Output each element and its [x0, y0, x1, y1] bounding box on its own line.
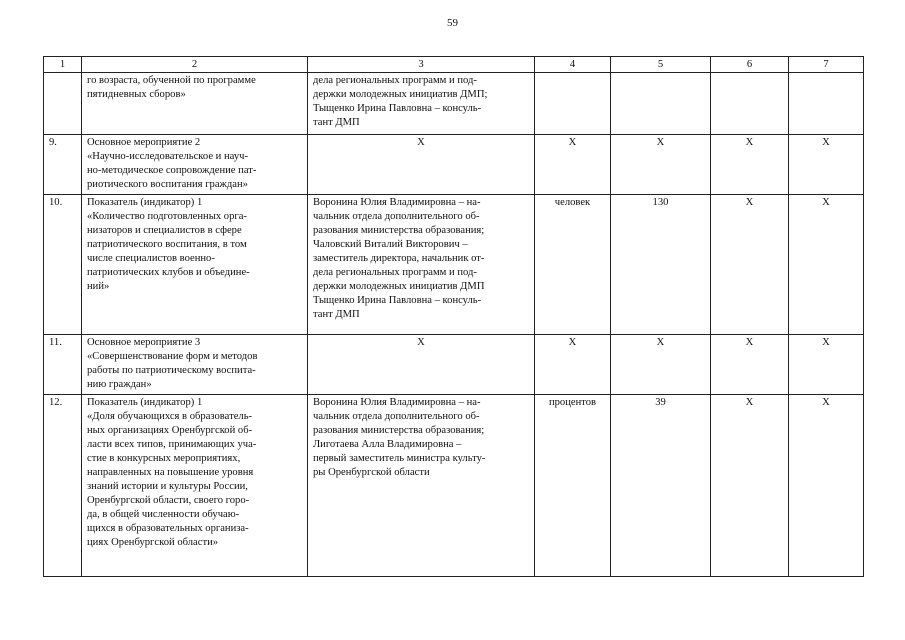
- header-cell-1: 1: [44, 57, 82, 73]
- row-col7: Х: [789, 395, 864, 577]
- header-cell-4: 4: [535, 57, 611, 73]
- row-value: Х: [611, 335, 711, 395]
- header-cell-5: 5: [611, 57, 711, 73]
- row-col7: Х: [789, 195, 864, 335]
- row-name: Показатель (индикатор) 1 «Количество подготовленных орга- низаторов и специалистов в сфере патриотического воспитания, в том числе специалистов военно- патриотических клубов и объедине- ний»: [82, 195, 308, 335]
- row-unit: Х: [535, 335, 611, 395]
- row-responsible: Воронина Юлия Владимировна – на- чальник отдела дополнительного об- разования министерства образования; Чаловский Виталий Викторович – заместитель директора, начальник от- дела региональных программ и под- держки молодежных инициатив ДМП Тыщенко Ирина Павловна – консуль- тант ДМП: [308, 195, 535, 335]
- page-number: 59: [447, 17, 458, 29]
- row-name: Основное мероприятие 3 «Совершенствование форм и методов работы по патриотическому воспита- нию граждан»: [82, 335, 308, 395]
- row-unit: процентов: [535, 395, 611, 577]
- row-col7: Х: [789, 335, 864, 395]
- row-unit: человек: [535, 195, 611, 335]
- row-name: Показатель (индикатор) 1 «Доля обучающихся в образователь- ных организациях Оренбургской об- ласти всех типов, принимающих уча- стие в конкурсных мероприятиях, направленных на повышение уровня знаний истории и культуры России, Оренбургской области, своего горо- да, в общей численности обучаю- щихся в образовательных организа- циях Оренбургской области»: [82, 395, 308, 577]
- row-value: [611, 73, 711, 135]
- row-responsible: Х: [308, 135, 535, 195]
- header-cell-2: 2: [82, 57, 308, 73]
- indicator-table: [43, 56, 864, 577]
- table-row: [44, 135, 864, 195]
- row-col7: Х: [789, 135, 864, 195]
- row-name: го возраста, обученной по программе пятидневных сборов»: [82, 73, 308, 135]
- row-value: 39: [611, 395, 711, 577]
- row-number: 10.: [44, 195, 82, 335]
- row-responsible: Воронина Юлия Владимировна – на- чальник отдела дополнительного об- разования министерства образования; Лиготаева Алла Владимировна – первый заместитель министра культу- ры Оренбургской области: [308, 395, 535, 577]
- table-row: [44, 195, 864, 335]
- row-col7: [789, 73, 864, 135]
- row-value: Х: [611, 135, 711, 195]
- row-number: 9.: [44, 135, 82, 195]
- row-unit: [535, 73, 611, 135]
- row-col6: Х: [711, 195, 789, 335]
- row-number: [44, 73, 82, 135]
- row-col6: Х: [711, 335, 789, 395]
- header-cell-6: 6: [711, 57, 789, 73]
- table-row: [44, 335, 864, 395]
- table-row: [44, 395, 864, 577]
- row-name: Основное мероприятие 2 «Научно-исследовательское и науч- но-методическое сопровождение пат- риотического воспитания граждан»: [82, 135, 308, 195]
- header-cell-7: 7: [789, 57, 864, 73]
- table-row: [44, 73, 864, 135]
- row-number: 12.: [44, 395, 82, 577]
- row-value: 130: [611, 195, 711, 335]
- row-responsible: Х: [308, 335, 535, 395]
- row-number: 11.: [44, 335, 82, 395]
- row-responsible: дела региональных программ и под- держки молодежных инициатив ДМП; Тыщенко Ирина Павловна – консуль- тант ДМП: [308, 73, 535, 135]
- header-row: [44, 57, 864, 73]
- row-col6: Х: [711, 135, 789, 195]
- row-col6: Х: [711, 395, 789, 577]
- row-col6: [711, 73, 789, 135]
- header-cell-3: 3: [308, 57, 535, 73]
- row-unit: Х: [535, 135, 611, 195]
